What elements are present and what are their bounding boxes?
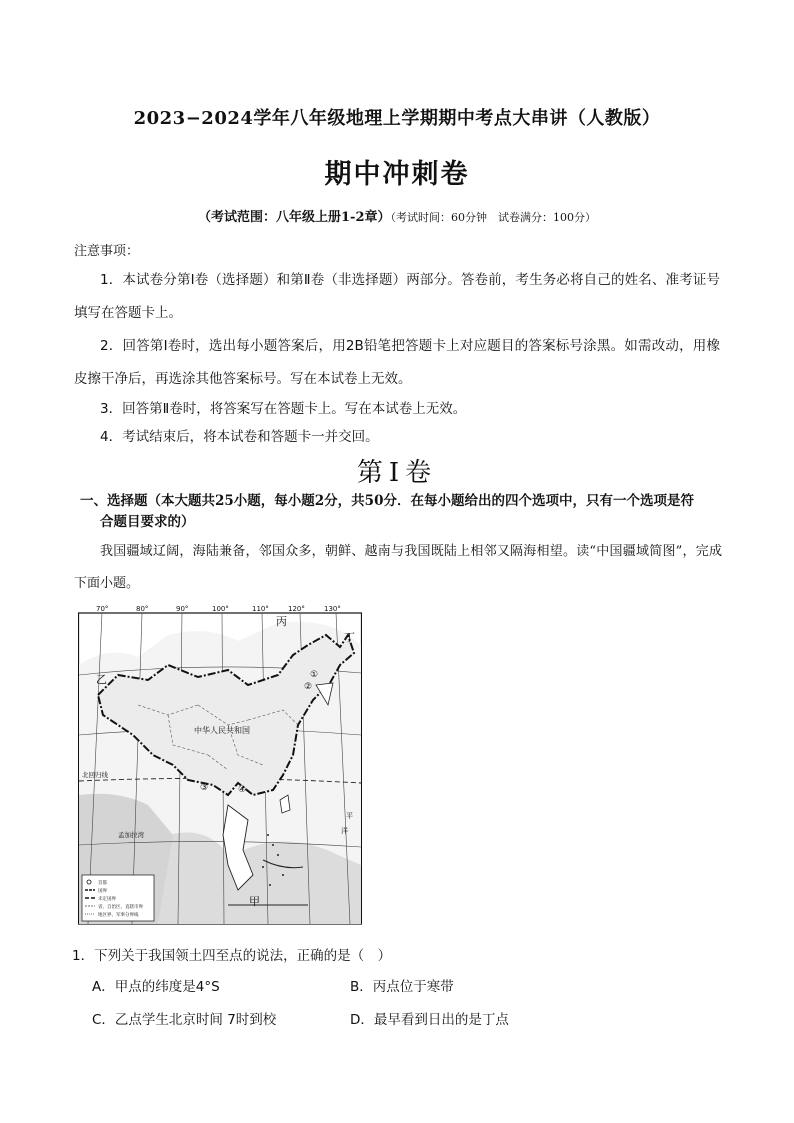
lon-label-120: 120° [288, 605, 305, 613]
scope-main: （考试范围：八年级上册1-2章） [198, 210, 391, 225]
country-label: 中华人民共和国 [194, 726, 250, 735]
option-c: C．乙点学生北京时间 7时到校 [92, 1012, 277, 1028]
scope-sub: （考试时间：60分钟 试卷满分：100分） [390, 211, 596, 224]
option-d: D．最早看到日出的是丁点 [350, 1012, 509, 1028]
exam-title: 期中冲刺卷 [324, 159, 470, 190]
notes-heading: 注意事项： [74, 244, 140, 259]
option-b: B．丙点位于寒带 [350, 979, 454, 995]
part-one-instructions [80, 491, 730, 533]
note-item-1: 1．本试卷分第Ⅰ卷（选择题）和第Ⅱ卷（非选择题）两部分。答卷前，考生务必将自己的姓名、准考证号填写在答题卡上。 [74, 272, 720, 321]
circle-label-2: ② [304, 682, 313, 692]
lon-label-80: 80° [136, 605, 149, 613]
tropic-label: 北回归线 [82, 771, 108, 779]
option-a: A．甲点的纬度是4°S [92, 979, 220, 995]
lon-label-70: 70° [96, 605, 109, 613]
circle-label-4: ④ [238, 785, 247, 795]
lon-label-130: 130° [324, 605, 341, 613]
legend-province: 省、自治区、直辖市界 [98, 905, 143, 910]
section-title: 第Ⅰ卷 [356, 458, 438, 488]
question-intro: 我国疆域辽阔，海陆兼备，邻国众多，朝鲜、越南与我国既陆上相邻又隔海相望。读“中国疆域简图”，完成下面小题。 [74, 544, 722, 591]
ocean-char-2: 洋 [341, 827, 348, 835]
legend-border: 国界 [98, 889, 107, 894]
exam-header: 2023−2024学年八年级地理上学期期中考点大串讲（人教版） [133, 108, 661, 129]
note-item-4: 4．考试结束后，将本试卷和答题卡一并交回。 [100, 429, 379, 445]
part-one-line2: 合题目要求的） [100, 514, 195, 530]
exam-scope [0, 206, 794, 225]
circle-label-3: ③ [200, 783, 209, 793]
question-1-stem: 1．下列关于我国领土四至点的说法，正确的是（ ） [72, 948, 392, 964]
legend-capital: 首都 [98, 881, 107, 886]
china-territory-map [78, 605, 362, 925]
part-one-line1: 一、选择题（本大题共25小题，每小题2分，共50分．在每小题给出的四个选项中，只有一个选项是符 [80, 493, 694, 509]
point-yi: 乙 [96, 673, 107, 686]
point-bing: 丙 [276, 615, 287, 628]
map-legend [82, 875, 154, 921]
point-jia: 甲 [249, 895, 260, 908]
ocean-char-1: 平 [346, 812, 353, 820]
circle-label-1: ① [310, 670, 319, 680]
point-ding: 丁 [344, 631, 355, 644]
legend-undetermined: 未定国界 [98, 897, 116, 902]
note-item-3: 3．回答第Ⅱ卷时，将答案写在答题卡上。写在本试卷上无效。 [100, 401, 467, 417]
lon-label-90: 90° [176, 605, 189, 613]
bay-label: 孟加拉湾 [118, 831, 144, 839]
legend-region: 地区界、军事分界线 [98, 913, 139, 918]
lon-label-100: 100° [212, 605, 229, 613]
note-item-2: 2．回答第Ⅰ卷时，选出每小题答案后，用2B铅笔把答题卡上对应题目的答案标号涂黑。如需改动，用橡皮擦干净后，再选涂其他答案标号。写在本试卷上无效。 [74, 338, 720, 387]
lon-label-110: 110° [252, 605, 269, 613]
